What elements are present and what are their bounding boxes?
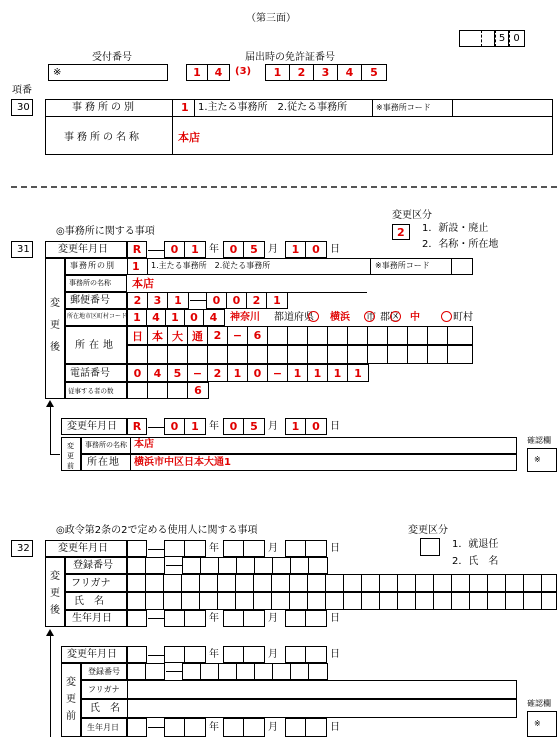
s30-office-name-value: 本店 (178, 131, 200, 144)
s31-before-month (223, 418, 265, 435)
s31-pref-value: 神奈川 (230, 312, 260, 323)
address-cell (388, 327, 408, 344)
arrow-line (50, 404, 51, 454)
s31-before-date-label-box (61, 418, 127, 435)
s32-confirm-box (527, 711, 557, 737)
year-cell (185, 541, 205, 556)
month-unit: 月 (268, 649, 278, 660)
month-cell (224, 541, 244, 556)
s31-change-type-box[interactable] (392, 224, 410, 240)
s31-title: ◎事務所に関する事項 (56, 226, 155, 237)
address-cell (448, 346, 472, 363)
phone-cell: 5 (168, 365, 188, 381)
day-cell: 0 (312, 243, 320, 256)
phone-cell: 1 (308, 365, 328, 381)
s31-staff (127, 382, 209, 399)
address-cell (428, 346, 448, 363)
col-divider (172, 99, 173, 155)
col-divider (451, 258, 452, 275)
s31-pref-units: 都道府県 (274, 312, 314, 323)
s32-kana-label: フリガナ (71, 578, 111, 589)
day-cell: 0 (312, 420, 320, 433)
dash-line (166, 671, 182, 672)
license-digit: 1 (266, 65, 290, 80)
col-divider (194, 99, 195, 116)
s32-birth-label: 生年月日 (72, 613, 112, 624)
postal-cell: 2 (128, 293, 148, 308)
s32-name-label-box (65, 592, 127, 610)
s32-before-birth-era[interactable] (127, 718, 147, 737)
license-prefix-digit: 1 (187, 65, 208, 80)
item-no-label: 項番 (12, 85, 32, 96)
s30-office-name-label: 事務所の名称 (64, 132, 142, 143)
s31-postal-b (206, 292, 288, 309)
license-digit: 5 (370, 66, 378, 79)
section-separator (11, 186, 557, 188)
row-divider (45, 116, 553, 117)
s31-before-name-label: 事務所の名称 (85, 441, 127, 449)
s31-before-year (164, 418, 206, 435)
month-unit: 月 (268, 421, 278, 432)
dash-line (148, 427, 164, 428)
address-cell (428, 327, 448, 344)
s31-office-name-value: 本店 (132, 277, 154, 290)
reg-cell (146, 558, 164, 573)
s32-date-label-box (45, 540, 127, 557)
city-code-cell: 4 (147, 310, 166, 325)
arrow-line (50, 454, 60, 455)
s32-date-month[interactable] (223, 540, 265, 557)
s32-change-opt1: 1．就退任 (452, 539, 499, 550)
s30-no (11, 99, 33, 116)
circled-shi-mark (364, 311, 375, 322)
postal-cell: 1 (273, 294, 281, 307)
arrow-line (50, 634, 51, 737)
s31-date-label: 変更年月日 (58, 244, 108, 255)
month-cell: 0 (224, 242, 244, 257)
s31-address-label: 所在地 (75, 340, 117, 351)
address-cell (388, 346, 408, 363)
s32-birth-day[interactable] (285, 610, 327, 627)
address-cell (208, 346, 228, 363)
form-code-digit: 0 (509, 30, 523, 47)
license-digits (265, 64, 387, 81)
year-unit: 年 (209, 613, 219, 624)
s31-office-name-label: 事務所の名称 (69, 279, 111, 287)
year-unit: 年 (209, 421, 219, 432)
day-unit: 日 (330, 722, 340, 733)
dash-line (148, 618, 164, 619)
s31-city-code (127, 309, 225, 326)
s32-no-text: 32 (17, 543, 30, 554)
s31-no (11, 241, 33, 258)
s32-before-era[interactable] (127, 646, 147, 663)
s32-before-birth-month[interactable] (223, 718, 265, 737)
reg-cell (273, 558, 291, 573)
postal-cell: 2 (247, 293, 267, 308)
s32-name-label: 氏 名 (74, 596, 104, 607)
form-code-digit: 5 (495, 30, 509, 47)
s31-change-opt1: 1．新設・廃止 (422, 223, 489, 234)
s31-before-addr-label: 所在地 (87, 457, 120, 468)
year-unit: 年 (209, 649, 219, 660)
s32-birth-era[interactable] (127, 610, 147, 627)
s32-before-name-row[interactable] (81, 699, 517, 718)
col-divider (372, 99, 373, 116)
year-unit: 年 (209, 244, 219, 255)
s32-reg-label-box (65, 557, 127, 574)
reg-cell (309, 558, 327, 573)
s32-reg-label: 登録番号 (73, 560, 113, 571)
staff-cell (168, 383, 188, 398)
s31-phone-label: 電話番号 (70, 368, 110, 379)
s31-before-label-box (61, 437, 81, 471)
s31-office-type-options: 1.主たる事務所 2.従たる事務所 (151, 261, 271, 270)
postal-cell: 0 (227, 293, 247, 308)
s31-city-unit: 市 (366, 312, 376, 323)
col-divider (127, 258, 128, 275)
address-cell: 6 (248, 327, 268, 344)
receipt-label: 受付番号 (92, 52, 132, 63)
s32-before-birth-day[interactable] (285, 718, 327, 737)
month-unit: 月 (268, 244, 278, 255)
phone-cell: 2 (208, 365, 228, 381)
arrow-up-icon (46, 629, 54, 636)
license-label: 届出時の免許証番号 (245, 52, 335, 63)
month-cell: 0 (224, 419, 244, 434)
s32-reg-a[interactable] (127, 557, 165, 574)
s31-postal-label-box (65, 292, 127, 309)
address-cell: 大 (168, 327, 188, 344)
dash-line (166, 565, 182, 566)
phone-cell: − (188, 365, 208, 381)
s32-before-name-label: 氏 名 (90, 703, 120, 714)
year-cell: 1 (191, 243, 199, 256)
s31-address-label-box (65, 326, 127, 364)
s32-before-year[interactable] (164, 646, 206, 663)
s31-staff-label: 従事する者の数 (68, 387, 114, 395)
s32-before-kana-row[interactable] (81, 680, 517, 699)
address-cell (328, 327, 348, 344)
s32-birth-label-box (65, 610, 127, 627)
form-code-digit (481, 30, 495, 47)
s32-confirm-label: 確認欄 (527, 699, 551, 708)
s31-postal-label: 郵便番号 (70, 295, 110, 306)
col-divider (370, 258, 371, 275)
address-cell: 2 (208, 327, 228, 344)
s32-date-day[interactable] (285, 540, 327, 557)
address-cell (448, 327, 472, 344)
s32-before-label: 変更前 (66, 677, 76, 722)
address-cell (248, 346, 268, 363)
receipt-mark: ※ (53, 67, 62, 78)
reg-cell (201, 558, 219, 573)
s32-before-kana-label: フリガナ (88, 685, 120, 694)
day-cell (306, 541, 326, 556)
license-paren: (3) (235, 66, 252, 77)
dash-line (148, 549, 164, 550)
phone-cell: 0 (248, 365, 268, 381)
s31-address-row1 (127, 326, 473, 345)
address-cell (308, 327, 328, 344)
phone-cell: 0 (128, 365, 148, 381)
phone-cell: 4 (148, 365, 168, 381)
s31-name-label-box (65, 275, 127, 292)
s32-date-era[interactable] (127, 540, 147, 557)
s32-name[interactable] (127, 592, 557, 610)
s32-after-label-box (45, 557, 65, 627)
dash-line (148, 727, 164, 728)
month-unit: 月 (268, 722, 278, 733)
address-cell: − (228, 327, 248, 344)
staff-cell (148, 383, 168, 398)
s31-before-day (285, 418, 327, 435)
day-unit: 日 (330, 244, 340, 255)
address-cell: 本 (148, 327, 168, 344)
phone-cell: 1 (354, 366, 362, 380)
s32-before-date-label-box (61, 646, 127, 663)
s31-before-date-label: 変更年月日 (67, 421, 117, 432)
s30-office-code-label: ※事務所コード (376, 103, 431, 112)
s31-phone (127, 364, 369, 382)
form-code-cells (481, 30, 523, 47)
license-digit: 4 (338, 65, 362, 80)
city-code-cell: 4 (209, 311, 218, 324)
s32-change-type-label: 変更区分 (408, 525, 448, 536)
city-code-cell: 1 (128, 310, 147, 325)
address-cell (368, 346, 388, 363)
year-cell: 1 (191, 420, 199, 433)
phone-cell: − (268, 365, 288, 381)
col-divider (452, 99, 453, 116)
s30-office-type-value: 1 (181, 101, 189, 114)
license-digit: 2 (290, 65, 314, 80)
license-digit: 3 (314, 65, 338, 80)
day-cell: 1 (286, 419, 306, 434)
reg-cell (291, 558, 309, 573)
year-cell: 0 (165, 419, 185, 434)
s31-phone-label-box (65, 364, 127, 382)
address-cell (348, 346, 368, 363)
address-cell (268, 327, 288, 344)
s30-office-type-options: 1.主たる事務所 2.従たる事務所 (198, 102, 348, 113)
address-cell (188, 346, 208, 363)
s31-city-code-label: 所在地市区町村コード (67, 313, 128, 320)
month-cell (244, 541, 264, 556)
postal-cell: 0 (207, 293, 227, 308)
s32-change-opt2: 2．氏 名 (452, 556, 499, 567)
year-unit: 年 (209, 722, 219, 733)
s32-confirm-mark: ※ (534, 719, 541, 728)
s31-office-code-label: ※事務所コード (375, 261, 430, 270)
s32-before-date-label: 変更年月日 (67, 649, 117, 660)
dash-line (148, 655, 164, 656)
s31-before-addr-value: 横浜市中区日本大通1 (134, 457, 231, 468)
year-cell (165, 541, 185, 556)
s32-before-birth-label-box (81, 718, 127, 737)
s32-before-reg-b[interactable] (182, 663, 328, 680)
address-cell (148, 346, 168, 363)
col-divider (147, 258, 148, 275)
s31-office-type-label: 事務所の別 (70, 261, 115, 270)
s31-before-label: 変更前 (67, 442, 74, 470)
s32-no (11, 540, 33, 557)
s32-before-birth-year[interactable] (164, 718, 206, 737)
dash-line (148, 250, 164, 251)
s31-change-type-value: 2 (397, 226, 405, 239)
s31-office-type-value: 1 (132, 260, 140, 273)
month-unit: 月 (268, 543, 278, 554)
s32-kana-label-box (65, 574, 127, 592)
address-cell (128, 346, 148, 363)
month-unit: 月 (268, 613, 278, 624)
s32-before-label-box (61, 663, 81, 737)
address-cell: 日 (128, 327, 148, 344)
s30-no-text: 30 (17, 102, 30, 113)
s31-no-text: 31 (17, 244, 30, 255)
s32-date-label: 変更年月日 (58, 543, 108, 554)
address-cell (168, 346, 188, 363)
postal-cell: 1 (174, 294, 182, 307)
s31-address-row2 (127, 345, 473, 364)
s31-after-label-box (45, 258, 65, 399)
s31-date-era (127, 241, 147, 258)
s31-after-label: 変更後 (50, 298, 60, 353)
day-cell (286, 541, 306, 556)
phone-cell: 1 (328, 365, 348, 381)
address-cell (288, 346, 308, 363)
s32-before-month[interactable] (223, 646, 265, 663)
staff-cell (128, 383, 148, 398)
address-cell: 通 (188, 327, 208, 344)
s32-title: ◎政令第2条の2で定める使用人に関する事項 (56, 525, 258, 536)
reg-cell (128, 558, 146, 573)
s30-office-type-label: 事務所の別 (72, 102, 137, 113)
page-label: （第三面） (246, 13, 296, 24)
s31-town-unit: 町村 (453, 312, 473, 323)
circled-ken-mark (308, 311, 319, 322)
reg-cell (255, 558, 273, 573)
license-prefix (186, 64, 230, 81)
s32-before-reg-label: 登録番号 (88, 667, 120, 676)
address-cell (268, 346, 288, 363)
s32-after-label: 変更後 (50, 571, 60, 616)
s32-before-birth-label: 生年月日 (87, 723, 119, 732)
address-cell (308, 346, 328, 363)
address-cell (368, 327, 388, 344)
s31-date-day (285, 241, 327, 258)
circled-machi-mark (441, 311, 452, 322)
license-prefix-digit: 4 (214, 66, 223, 79)
day-unit: 日 (330, 543, 340, 554)
month-cell: 5 (250, 243, 258, 256)
era-cell: R (132, 420, 142, 433)
arrow-up-icon (46, 400, 54, 407)
s32-before-reg-label-box (81, 663, 127, 680)
s32-date-year[interactable] (164, 540, 206, 557)
year-cell: 0 (165, 242, 185, 257)
s31-date-label-box (45, 241, 127, 258)
s31-city-value: 横浜 (330, 312, 350, 323)
s31-city-code-label-box (65, 309, 127, 326)
s32-kana[interactable] (127, 574, 557, 592)
city-code-cell: 1 (166, 310, 185, 325)
receipt-box (48, 64, 168, 81)
s31-change-type-label: 変更区分 (392, 210, 432, 221)
postal-cell: 3 (148, 293, 168, 308)
s32-birth-year[interactable] (164, 610, 206, 627)
s32-birth-month[interactable] (223, 610, 265, 627)
address-cell (408, 346, 428, 363)
s31-date-year (164, 241, 206, 258)
day-unit: 日 (330, 421, 340, 432)
address-cell (228, 346, 248, 363)
address-cell (288, 327, 308, 344)
reg-cell (237, 558, 255, 573)
reg-cell (219, 558, 237, 573)
s32-change-type-box[interactable] (420, 538, 440, 556)
city-code-cell: 0 (185, 310, 204, 325)
address-cell (328, 346, 348, 363)
s31-date-month (223, 241, 265, 258)
phone-cell: 1 (288, 365, 308, 381)
s31-postal-a (127, 292, 189, 309)
day-unit: 日 (330, 649, 340, 660)
s32-reg-b[interactable] (182, 557, 328, 574)
s31-confirm-label: 確認欄 (527, 436, 551, 445)
s31-confirm-mark: ※ (534, 455, 541, 464)
phone-cell: 1 (228, 365, 248, 381)
s31-ward-value: 中 (410, 312, 420, 323)
staff-cell: 6 (194, 384, 202, 397)
day-unit: 日 (330, 613, 340, 624)
s31-confirm-box (527, 448, 557, 472)
s31-gun-ku: 郡区 (380, 312, 400, 323)
s32-before-reg-a[interactable] (127, 663, 165, 680)
address-cell (408, 327, 428, 344)
circled-ku-mark (390, 311, 401, 322)
s31-before-era (127, 418, 147, 435)
month-cell: 5 (250, 420, 258, 433)
year-unit: 年 (209, 543, 219, 554)
s32-before-day[interactable] (285, 646, 327, 663)
address-cell (348, 327, 368, 344)
era-cell: R (132, 243, 142, 256)
dash-line (190, 300, 206, 301)
day-cell: 1 (286, 242, 306, 257)
reg-cell (183, 558, 201, 573)
s31-before-name-value: 本店 (134, 439, 154, 450)
s31-change-opt2: 2．名称・所在地 (422, 239, 499, 250)
s31-staff-label-box (65, 382, 127, 399)
